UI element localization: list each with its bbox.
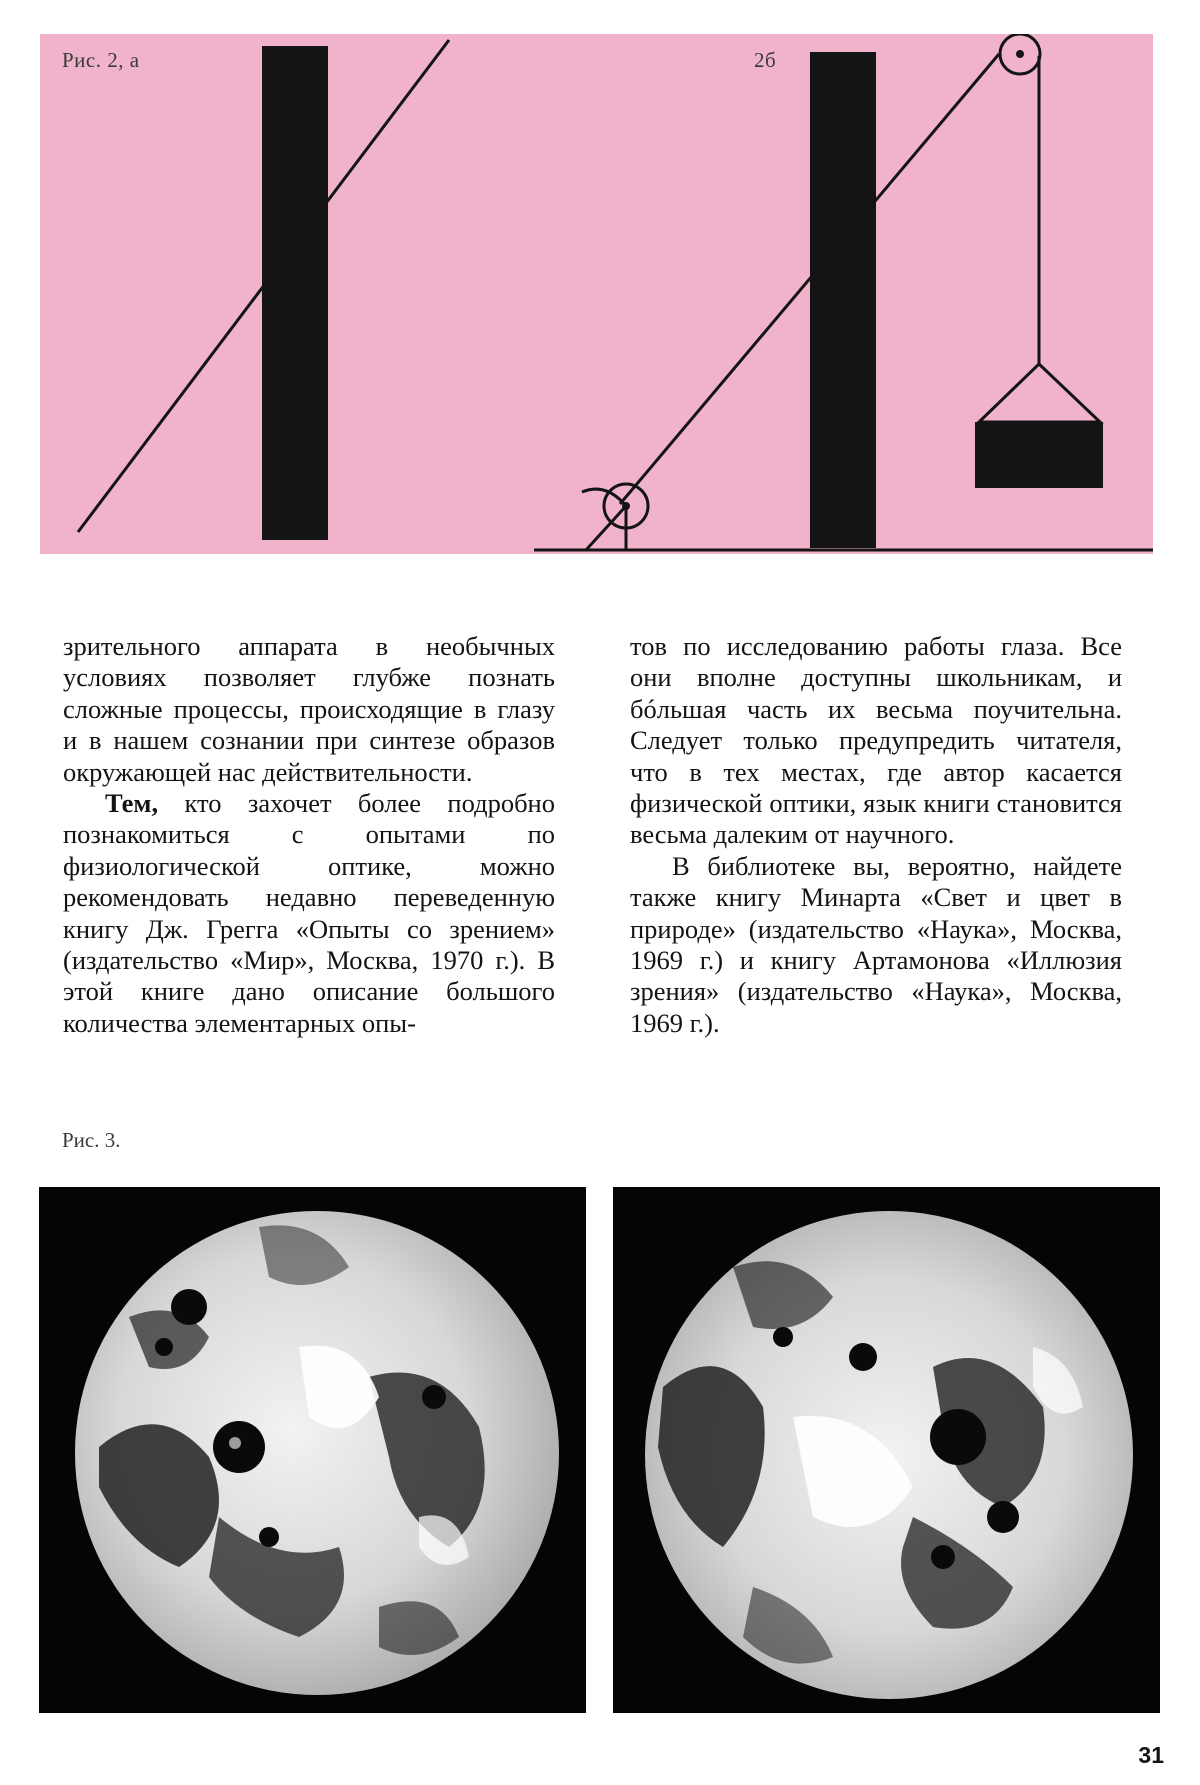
figure-2-drawing [40, 34, 1153, 554]
lead-word: Тем, [105, 788, 159, 819]
paragraph: В библиотеке вы, вероятно, найдете также книгу Минарта «Свет и цвет в природе» (издательство «Наука», Москва, 1969 г.) и книгу Артамонова «Иллюзия зрения» (издательство «Наука», Москва, 1969 г.). [630, 850, 1122, 1038]
moon-photo-right [613, 1187, 1160, 1713]
figure-2-illusion-diagram [40, 34, 1153, 554]
text-column-left [63, 631, 555, 1039]
paragraph: тов по исследованию работы глаза. Все они вполне доступны школьникам, и бóльшая часть их весьма поучительна. Следует только предупредить читателя, что в тех местах, где автор касается физической оптики, язык книги становится весьма далеким от научного. [630, 631, 1122, 850]
figure-2b-label: 2б [754, 48, 777, 72]
fig2a-vertical-bar [262, 46, 328, 540]
text-column-right [630, 631, 1122, 1039]
moon-image-right [613, 1187, 1160, 1713]
fig2b-weight [975, 422, 1103, 488]
fig2b-rope-diagonal [620, 54, 999, 504]
paragraph-text: кто захочет более подробно познакомиться с опытами по физиологической оптике, можно рекомендовать недавно переведенную книгу Дж. Грегга «Опыты со зрением» (издательство «Мир», Москва, 1970 г.). В этой книге дано описание большого количества элементарных опы- [63, 788, 555, 1038]
paragraph: зрительного аппарата в необычных условиях позволяет глубже познать сложные процессы, происходящие в глазу и в нашем сознании при синтезе образов окружающей нас действительности. [63, 631, 555, 787]
fig2b-top-pulley-axle [1016, 50, 1024, 58]
figure-3-label: Рис. 3. [62, 1128, 121, 1152]
moon-image-left [39, 1187, 586, 1713]
figure-2a-label: Рис. 2, а [62, 48, 140, 72]
fig2b-vertical-bar [810, 52, 876, 548]
paragraph [63, 788, 555, 1039]
page-number: 31 [1138, 1742, 1164, 1768]
fig2b-hanger [979, 364, 1100, 422]
moon-photo-left [39, 1187, 586, 1713]
